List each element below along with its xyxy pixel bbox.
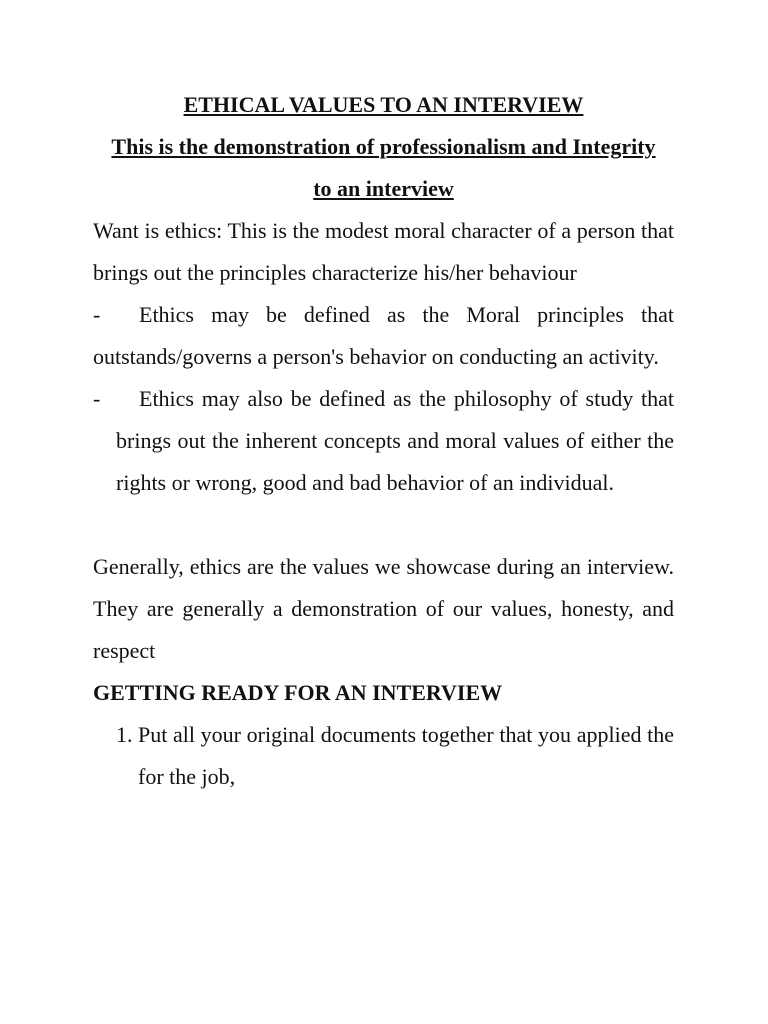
intro-paragraph: Want is ethics: This is the modest moral character of a person that brings out the principles characterize his/her behaviour bbox=[93, 218, 674, 285]
document-title: ETHICAL VALUES TO AN INTERVIEW bbox=[183, 92, 584, 117]
bullet-text: Ethics may also be defined as the philosophy of study that brings out the inherent concepts and moral values of either the rights or wrong, good and bad behavior of an individual. bbox=[116, 386, 674, 495]
document-page bbox=[93, 84, 674, 798]
section-heading: GETTING READY FOR AN INTERVIEW bbox=[93, 680, 503, 705]
bullet-item bbox=[93, 378, 674, 504]
bullet-text: Ethics may be defined as the Moral principles that outstands/governs a person's behavior on conducting an activity. bbox=[93, 302, 674, 369]
bullet-marker: - bbox=[93, 302, 101, 327]
document-subtitle: This is the demonstration of professionalism and Integrity to an interview bbox=[111, 134, 656, 201]
bullet-item bbox=[93, 294, 674, 378]
item-text: Put all your original documents together that you applied the for the job, bbox=[138, 722, 674, 789]
paragraph-spacer bbox=[93, 504, 674, 546]
bullet-marker: - bbox=[93, 386, 101, 411]
summary-paragraph: Generally, ethics are the values we showcase during an interview. They are generally a demonstration of our values, honesty, and respect bbox=[93, 554, 674, 663]
numbered-item bbox=[93, 714, 674, 798]
item-number: 1. bbox=[116, 722, 133, 747]
